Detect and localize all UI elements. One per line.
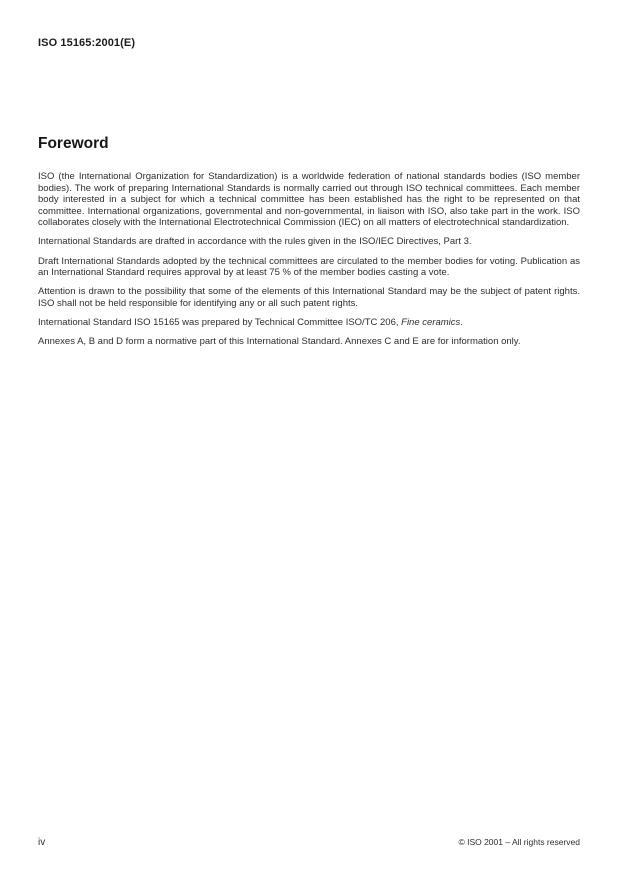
paragraph-voting: Draft International Standards adopted by the technical committees are circulated to the member bodies for voting. Publication as an International Standard requires approval by at least 75 % of the member bodies casting a vote. <box>38 255 580 279</box>
paragraph-patent-rights: Attention is drawn to the possibility that some of the elements of this International Standard may be the subject of patent rights. ISO shall not be held responsible for identifying any or all such patent rights. <box>38 286 580 309</box>
paragraph-directives: International Standards are drafted in accordance with the rules given in the ISO/IEC Directives, Part 3. <box>38 236 472 248</box>
page-number: iv <box>38 837 46 848</box>
page-footer <box>38 837 580 848</box>
page-content <box>38 0 580 348</box>
copyright-notice: © ISO 2001 – All rights reserved <box>458 837 580 847</box>
committee-name-italic: Fine ceramics <box>401 316 461 328</box>
paragraph-iso-federation: ISO (the International Organization for Standardization) is a worldwide federation of national standards bodies (ISO member bodies). The work of preparing International Standards is normally carried out through ISO technical committees. Each member body interested in a subject for which a technical committee has been established has the right to be represented on that committee. International organizations, governmental and non-governmental, in liaison with ISO, also take part in the work. ISO collaborates closely with the International Electrotechnical Commission (IEC) on all matters of electrotechnical standardization. <box>38 171 580 229</box>
foreword-heading: Foreword <box>38 135 109 152</box>
committee-period: . <box>460 316 463 328</box>
paragraph-technical-committee <box>38 317 580 329</box>
paragraph-annexes: Annexes A, B and D form a normative part of this International Standard. Annexes C and E are for information only. <box>38 336 521 348</box>
committee-text: International Standard ISO 15165 was prepared by Technical Committee ISO/TC 206, <box>38 316 402 328</box>
document-reference-header: ISO 15165:2001(E) <box>38 37 136 49</box>
